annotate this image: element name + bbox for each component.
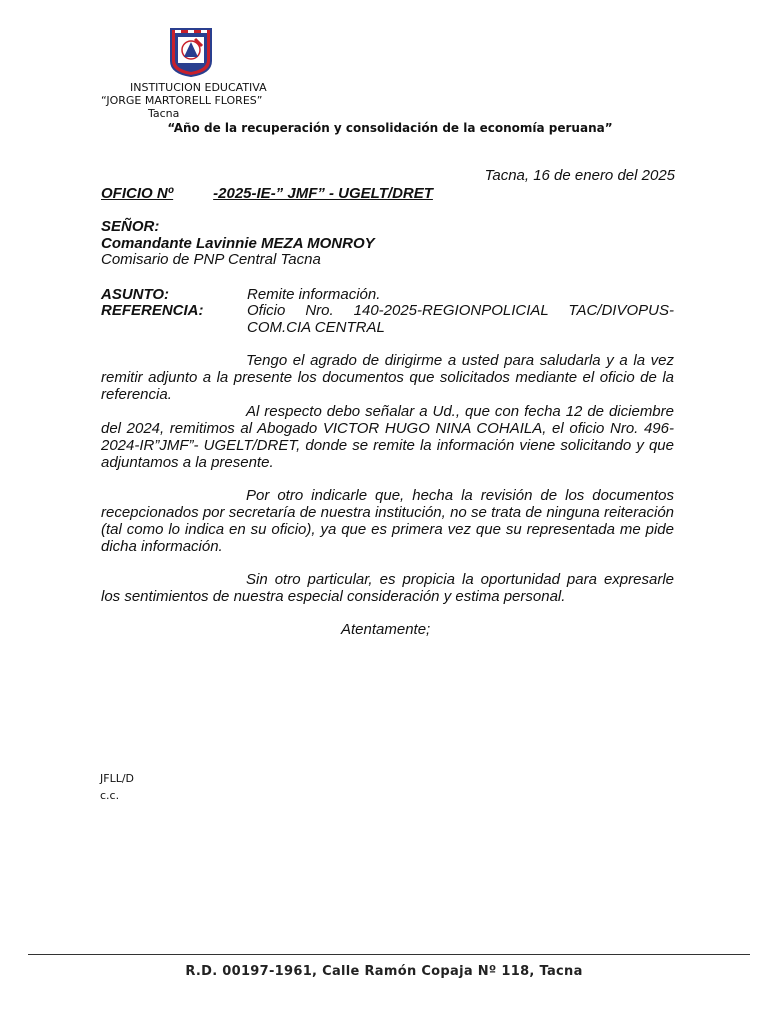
- oficio-prefix: OFICIO Nº: [101, 185, 174, 202]
- body-paragraph-2: [101, 403, 674, 471]
- institution-name-line2: “JORGE MARTORELL FLORES”: [101, 94, 263, 107]
- referencia-label: REFERENCIA:: [101, 302, 204, 319]
- recipient-title: Comisario de PNP Central Tacna: [101, 251, 321, 268]
- closing: Atentamente;: [341, 621, 431, 638]
- paragraph-4-text: Sin otro particular, es propicia la oportunidad para expresarle los sentimientos de nuestra especial consideración y estima personal.: [101, 571, 674, 605]
- institution-city: Tacna: [148, 107, 180, 120]
- carbon-copy: c.c.: [100, 789, 120, 802]
- body-paragraph-3: [101, 487, 674, 555]
- body-paragraph-1: [101, 352, 674, 403]
- oficio-suffix: -2025-IE-” JMF” - UGELT/DRET: [213, 185, 433, 202]
- footer-address: R.D. 00197-1961, Calle Ramón Copaja Nº 118, Tacna: [185, 964, 583, 979]
- paragraph-2-text: Al respecto debo señalar a Ud., que con fecha 12 de diciembre del 2024, remitimos al Abogado VICTOR HUGO NINA COHAILA, el oficio Nro. 496-2024-IR”JMF”- UGELT/DRET, donde se remite la información viene solicitando y que adjuntamos a la presente.: [101, 403, 674, 471]
- institution-name-line1: INSTITUCION EDUCATIVA: [130, 81, 267, 94]
- asunto-label: ASUNTO:: [101, 286, 170, 303]
- initials: JFLL/D: [100, 772, 135, 785]
- recipient-name: Comandante Lavinnie MEZA MONROY: [101, 235, 375, 252]
- school-crest-icon: [169, 27, 213, 77]
- footer-divider: [28, 954, 750, 955]
- salutation: SEÑOR:: [101, 218, 160, 235]
- letter-date: Tacna, 16 de enero del 2025: [484, 167, 675, 184]
- year-motto: “Año de la recuperación y consolidación de la economía peruana”: [167, 121, 613, 135]
- referencia-value: Oficio Nro. 140-2025-REGIONPOLICIAL TAC/DIVOPUS-COM.CIA CENTRAL: [247, 302, 674, 336]
- paragraph-3-text: Por otro indicarle que, hecha la revisión de los documentos recepcionados por secretaría de nuestra institución, no se trata de ninguna reiteración (tal como lo indica en su oficio), ya que es primera vez que su representada me pide dicha información.: [101, 487, 674, 555]
- asunto-value: Remite información.: [247, 286, 381, 303]
- paragraph-1-text: Tengo el agrado de dirigirme a usted para saludarla y a la vez remitir adjunto a la presente los documentos que solicitados mediante el oficio de la referencia.: [101, 352, 674, 403]
- body-paragraph-4: [101, 571, 674, 605]
- oficio-number: [101, 185, 433, 202]
